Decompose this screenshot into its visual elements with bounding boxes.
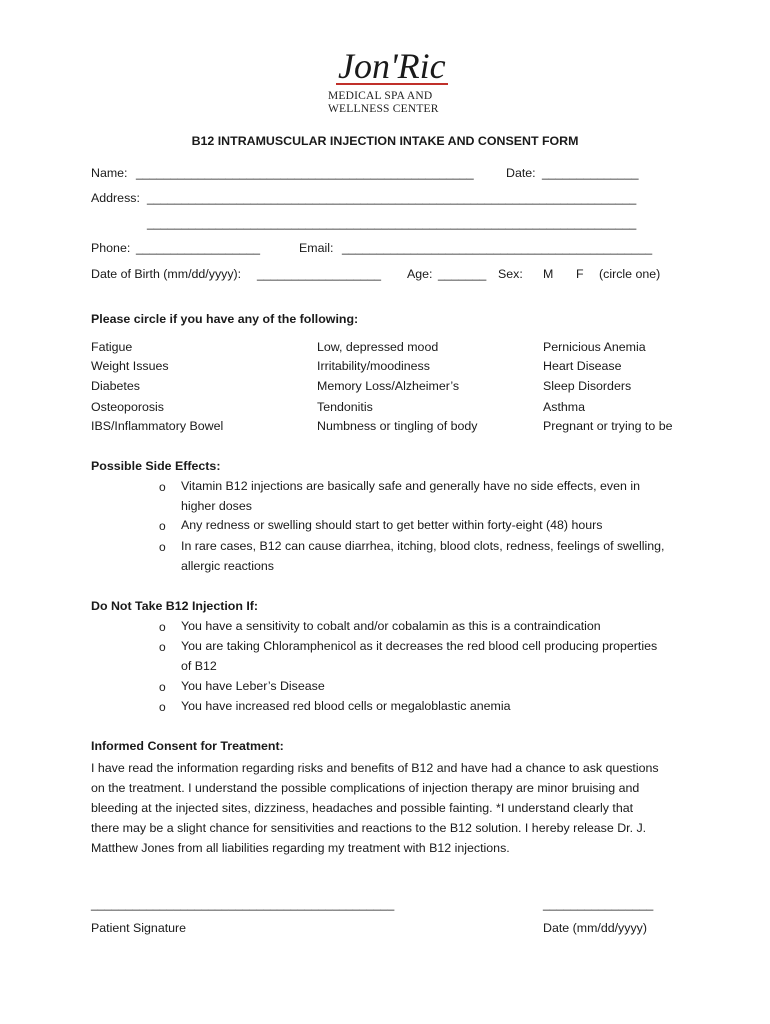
contraindication-1: You have a sensitivity to cobalt and/or cobalamin as this is a contraindication <box>181 619 601 633</box>
bullet-icon: o <box>159 480 166 494</box>
condition-osteoporosis[interactable]: Osteoporosis <box>91 400 165 414</box>
conditions-heading: Please circle if you have any of the following: <box>91 312 359 326</box>
condition-diabetes[interactable]: Diabetes <box>91 379 140 393</box>
form-title: B12 INTRAMUSCULAR INJECTION INTAKE AND CONSENT FORM <box>191 134 579 148</box>
condition-asthma[interactable]: Asthma <box>543 400 586 414</box>
bullet-icon: o <box>159 540 166 554</box>
condition-numbness[interactable]: Numbness or tingling of body <box>317 419 478 433</box>
side-effect-1-line-2: higher doses <box>181 499 252 513</box>
email-field[interactable]: _____________________________________________ <box>342 241 653 255</box>
date-label: Date: <box>506 166 536 180</box>
consent-line: on the treatment. I understand the possible complications of injection therapy are minor bruising and <box>91 781 640 795</box>
jonric-logo-mark <box>300 40 480 88</box>
logo-line-2: WELLNESS CENTER <box>328 103 439 115</box>
patient-signature-label: Patient Signature <box>91 921 187 935</box>
contraindication-4: You have increased red blood cells or megaloblastic anemia <box>181 699 511 713</box>
sex-label: Sex: <box>498 267 523 281</box>
logo-line-1: MEDICAL SPA AND <box>328 90 433 102</box>
consent-line: bleeding at the injected sites, dizziness, headaches and possible fainting. *I understand clearly that <box>91 801 634 815</box>
age-label: Age: <box>407 267 433 281</box>
bullet-icon: o <box>159 620 166 634</box>
condition-memory-loss[interactable]: Memory Loss/Alzheimer’s <box>317 379 460 393</box>
phone-field[interactable]: __________________ <box>136 241 261 255</box>
side-effect-3-line-1: In rare cases, B12 can cause diarrhea, itching, blood clots, redness, feelings of swelling, <box>181 539 665 553</box>
bullet-icon: o <box>159 519 166 533</box>
sex-note: (circle one) <box>599 267 661 281</box>
condition-sleep-disorders[interactable]: Sleep Disorders <box>543 379 632 393</box>
condition-tendonitis[interactable]: Tendonitis <box>317 400 373 414</box>
consent-paragraph <box>91 758 681 858</box>
phone-label: Phone: <box>91 241 131 255</box>
condition-pernicious-anemia[interactable]: Pernicious Anemia <box>543 340 646 354</box>
condition-fatigue[interactable]: Fatigue <box>91 340 133 354</box>
consent-line: there may be a slight chance for sensitivities and reactions to the B12 solution. I hereby release Dr. J. <box>91 821 647 835</box>
clinic-logo <box>300 40 480 120</box>
sex-option-m[interactable]: M <box>543 267 554 281</box>
dob-field[interactable]: __________________ <box>257 267 382 281</box>
sex-option-f[interactable]: F <box>576 267 584 281</box>
signature-date-field[interactable]: ________________ <box>543 897 654 911</box>
consent-heading: Informed Consent for Treatment: <box>91 739 284 753</box>
consent-line: I have read the information regarding risks and benefits of B12 and have had a chance to ask questions <box>91 761 659 775</box>
condition-depressed-mood[interactable]: Low, depressed mood <box>317 340 439 354</box>
do-not-take-heading: Do Not Take B12 Injection If: <box>91 599 259 613</box>
side-effect-1-line-1: Vitamin B12 injections are basically safe and generally have no side effects, even in <box>181 479 640 493</box>
condition-weight-issues[interactable]: Weight Issues <box>91 359 169 373</box>
email-label: Email: <box>299 241 334 255</box>
condition-ibs[interactable]: IBS/Inflammatory Bowel <box>91 419 224 433</box>
condition-pregnant[interactable]: Pregnant or trying to be <box>543 419 673 433</box>
logo-brand-text: Jon'Ric <box>338 46 446 86</box>
address-field-line-1[interactable]: _______________________________________________________________________ <box>147 191 637 205</box>
address-label: Address: <box>91 191 140 205</box>
signature-date-label: Date (mm/dd/yyyy) <box>543 921 647 935</box>
condition-irritability[interactable]: Irritability/moodiness <box>317 359 430 373</box>
contraindication-2-line-1: You are taking Chloramphenicol as it decreases the red blood cell producing properties <box>181 639 658 653</box>
side-effect-3-line-2: allergic reactions <box>181 559 274 573</box>
side-effects-heading: Possible Side Effects: <box>91 459 221 473</box>
name-label: Name: <box>91 166 128 180</box>
consent-line: Matthew Jones from all liabilities regarding my treatment with B12 injections. <box>91 841 510 855</box>
condition-heart-disease[interactable]: Heart Disease <box>543 359 622 373</box>
patient-signature-field[interactable]: ____________________________________________ <box>91 897 395 911</box>
dob-label: Date of Birth (mm/dd/yyyy): <box>91 267 242 281</box>
age-field[interactable]: _______ <box>438 267 487 281</box>
contraindication-2-line-2: of B12 <box>181 659 217 673</box>
address-field-line-2[interactable]: _______________________________________________________________________ <box>147 216 637 230</box>
bullet-icon: o <box>159 680 166 694</box>
contraindication-3: You have Leber’s Disease <box>181 679 325 693</box>
date-field[interactable]: ______________ <box>542 166 639 180</box>
bullet-icon: o <box>159 640 166 654</box>
side-effect-2: Any redness or swelling should start to get better within forty-eight (48) hours <box>181 518 603 532</box>
bullet-icon: o <box>159 700 166 714</box>
name-field[interactable]: _________________________________________________ <box>136 166 474 180</box>
